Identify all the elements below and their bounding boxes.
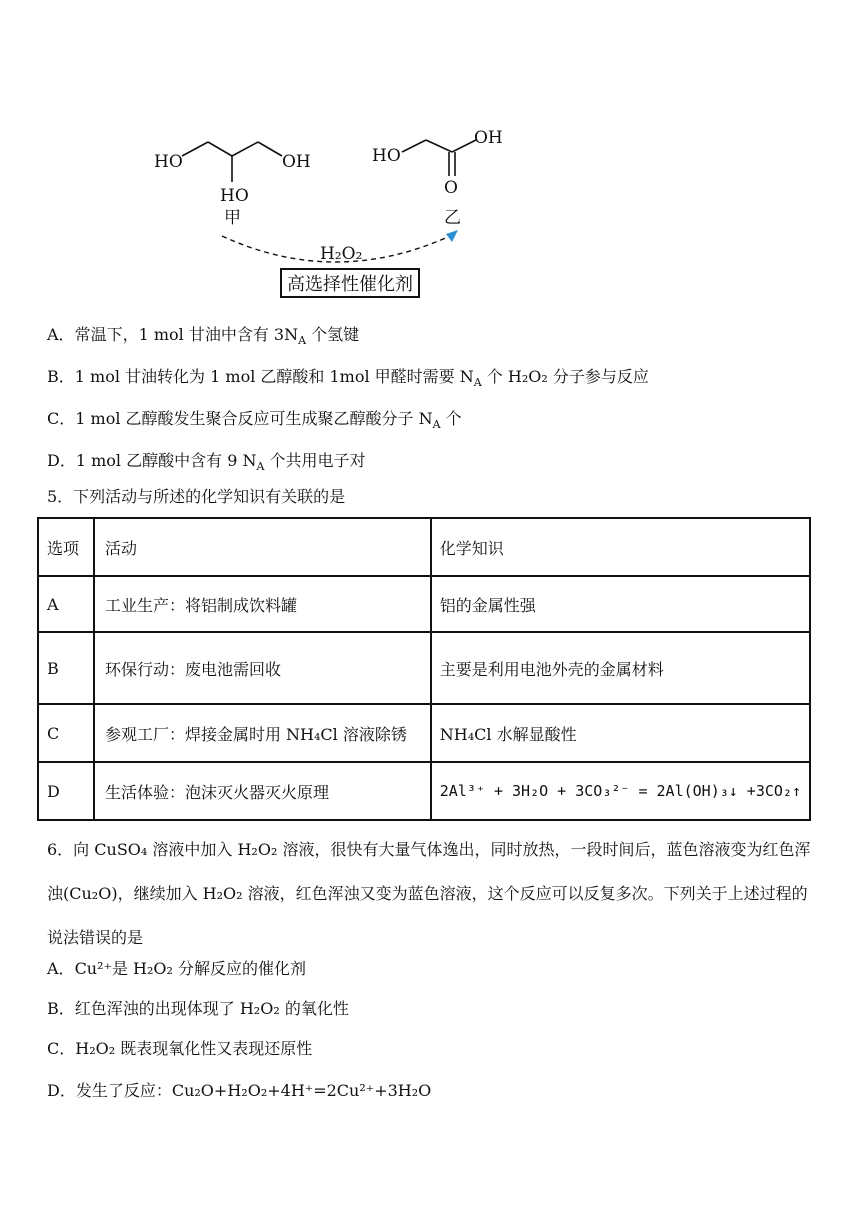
q4-option-c: C．1 mol 乙醇酸发生聚合反应可生成聚乙醇酸分子 $N_A$ 个 (47, 409, 462, 432)
q6-option-a: A．Cu²⁺是 H₂O₂ 分解反应的催化剂 (47, 959, 307, 978)
header-knowledge: 化学知识 (431, 518, 810, 576)
table-header-row (38, 518, 810, 576)
catalyst-box (280, 268, 420, 298)
q6-stem: 6．向 CuSO₄ 溶液中加入 H₂O₂ 溶液，很快有大量气体逸出，同时放热，一段时间后，蓝色溶液变为红色浑浊(Cu₂O)，继续加入 H₂O₂ 溶液，红色浑浊又变为蓝色溶液，这个反应可以反复多次。下列关于上述过程的说法错误的是 (47, 840, 811, 947)
glycolic-ho: HO (372, 146, 401, 166)
glycerol-oh-right: OH (282, 152, 311, 172)
reagent-label: H₂O₂ (320, 244, 363, 264)
glycerol-structure (182, 142, 282, 182)
arrow-head-icon (446, 230, 458, 242)
catalyst-label: 高选择性催化剂 (287, 274, 413, 295)
table-row: A 工业生产：将铝制成饮料罐 铝的金属性强 (38, 576, 810, 632)
table-row: B 环保行动：废电池需回收 主要是利用电池外壳的金属材料 (38, 632, 810, 704)
glycolic-o: O (444, 178, 458, 198)
q6-option-d: D．发生了反应：Cu₂O+H₂O₂+4H⁺=2Cu²⁺+3H₂O (47, 1081, 432, 1100)
glycerol-ho-bottom: HO (220, 186, 249, 206)
glycolic-oh: OH (474, 128, 503, 148)
q4-option-b: B．1 mol 甘油转化为 1 mol 乙醇酸和 1mol 甲醛时需要 $N_A$ 个 H₂O₂ 分子参与反应 (47, 367, 649, 390)
glycerol-label: 甲 (224, 208, 241, 228)
table-row: C 参观工厂：焊接金属时用 NH₄Cl 溶液除锈 NH₄Cl 水解显酸性 (38, 704, 810, 762)
table-row: D 生活体验：泡沫灭火器灭火原理 2Al³⁺ + 3H₂O + 3CO₃²⁻ = 2Al(OH)₃↓ +3CO₂↑ (38, 762, 810, 820)
q6-option-b: B．红色浑浊的出现体现了 H₂O₂ 的氧化性 (47, 999, 349, 1018)
header-activity: 活动 (94, 518, 431, 576)
q4-option-d: D．1 mol 乙醇酸中含有 9 $N_A$ 个共用电子对 (47, 451, 366, 474)
q6-option-c: C．H₂O₂ 既表现氧化性又表现还原性 (47, 1039, 313, 1058)
header-option: 选项 (38, 518, 94, 576)
q5-table (37, 517, 811, 821)
glycolic-label: 乙 (444, 208, 461, 228)
q5-stem: 5．下列活动与所述的化学知识有关联的是 (47, 487, 346, 506)
q4-option-a: A．常温下，1 mol 甘油中含有 $3N_A$ 个氢键 (47, 325, 360, 348)
glycerol-ho-left: HO (154, 152, 183, 172)
reaction-diagram (140, 118, 560, 308)
glycolic-acid-structure (402, 140, 476, 176)
